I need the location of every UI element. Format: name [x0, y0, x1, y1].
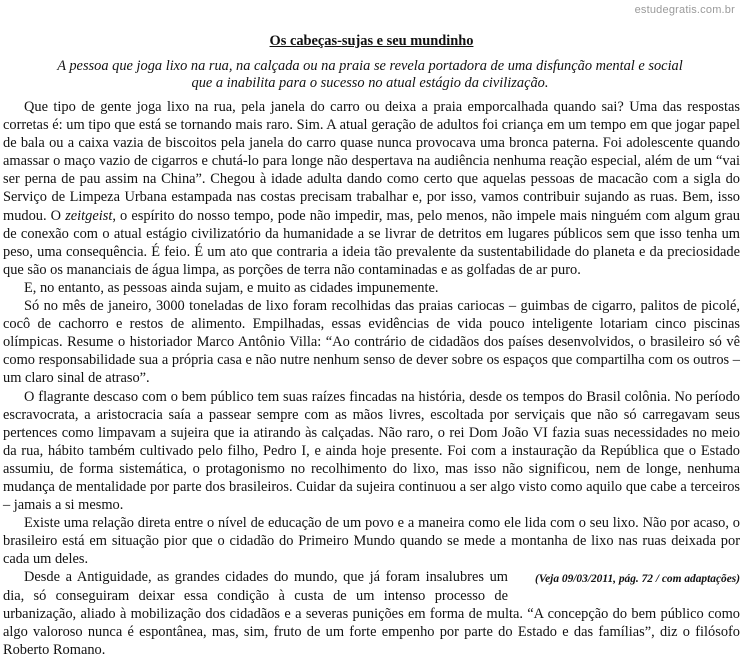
paragraph-6-text: Desde a Antiguidade, as grandes cidades do mundo, que já foram insalubres um dia, só conseguiram deixar essa condição à custa de um intenso processo de urbanização, aliado à mobilização dos cidadãos e a severas punições em forma de multa. “A concepção do bem público como algo valoroso nunca é espontânea, mas, sim, fruto de um forte empenho por parte do Estado e das famílias”, diz o filósofo Roberto Romano.: [3, 569, 740, 658]
site-watermark: estudegratis.com.br: [634, 4, 735, 16]
paragraph-3: Só no mês de janeiro, 3000 toneladas de lixo foram recolhidas das praias cariocas – guimbas de cigarro, palitos de picolé, cocô de cachorro e restos de alimento. Empilhadas, essas evidências de vida pouco inteligente lotariam cinco piscinas olímpicas. Resume o historiador Marco Antônio Villa: “Ao contrário de cidadãos dos países desenvolvidos, o brasileiro só vê como responsabilidade sua a própria casa e não nutre nenhum senso de dever sobre os espaços que compartilha com os outros – um claro sinal de atraso”.: [3, 298, 740, 387]
article-subtitle: A pessoa que joga lixo na rua, na calçada ou na praia se revela portadora de uma disfunção mental e social que a inabilita para o sucesso no atual estágio da civilização.: [57, 58, 683, 91]
source-citation: (Veja 09/03/2011, pág. 72 / com adaptações): [534, 573, 740, 586]
paragraph-1-text-after: , o espírito do nosso tempo, pode não impedir, mas, pelo menos, não impele mais ninguém com algum grau de conexão com o atual estágio civilizatório da humanidade a se livrar de detritos em lugares públicos sem que isso tenha um peso, uma consequência. É feio. É um ato que contraria a ideia tão prevalente da sustentabilidade do planeta e da preciosidade que são os mananciais de água limpa, as porções de terra não contaminadas e as golfadas de ar puro.: [3, 207, 740, 278]
paragraph-5: Existe uma relação direta entre o nível de educação de um povo e a maneira como ele lida com o seu lixo. Não por acaso, o brasileiro está em situação pior que o cidadão do Primeiro Mundo quando se mede a montanha de lixo nas ruas deixada por cada um deles.: [3, 515, 740, 568]
paragraph-1: [3, 98, 740, 279]
article-body: [3, 98, 740, 659]
paragraph-1-text-before: Que tipo de gente joga lixo na rua, pela janela do carro ou deixa a praia emporcalhada quando sai? Uma das respostas corretas é: um tipo que está se tornando mais raro. Sim. A atual geração de adultos foi criança em um tempo em que jogar papel de bala ou a caixa vazia de biscoitos pela janela do carro quase nunca provocava uma bronca paterna. Foi adolescente quando amassar o maço vazio de cigarros e chutá-lo para longe não despertava na audiência nenhuma reação especial, além de um “vai ser perna de pau assim na China”. Chegou à idade adulta dando como certo que aquelas pessoas de macacão com a sigla do Serviço de Limpeza Urbana estampada nas costas precisam trabalhar e, por isso, vamos contribuir sujando as ruas. Bem, isso mudou. O: [3, 99, 740, 224]
paragraph-6: [3, 568, 740, 658]
paragraph-4: O flagrante descaso com o bem público tem suas raízes fincadas na história, desde os tempos do Brasil colônia. No período escravocrata, a aristocracia saía a passear sempre com as mãos livres, escoltada por serviçais que não só carregavam seus pertences como limpavam a sujeira que ia atirando às calçadas. Não raro, o rei Dom João VI fazia suas necessidades no meio da rua, hábito também cultivado pelo filho, Pedro I, e ainda hoje presente. Foi com a instauração da República que o Estado assumiu, de forma sistemática, o protagonismo no recolhimento do lixo, mas isso não significou, nem de longe, nenhuma mudança de mentalidade por parte dos brasileiros. Cuidar da sujeira continuou a ser algo visto como aquilo que cabe a terceiros – jamais a si mesmo.: [3, 388, 740, 514]
emphasized-term-zeitgeist: zeitgeist: [65, 207, 113, 224]
article-title: Os cabeças-sujas e seu mundinho: [269, 33, 474, 49]
paragraph-2: E, no entanto, as pessoas ainda sujam, e muito as cidades impunemente.: [24, 279, 439, 296]
